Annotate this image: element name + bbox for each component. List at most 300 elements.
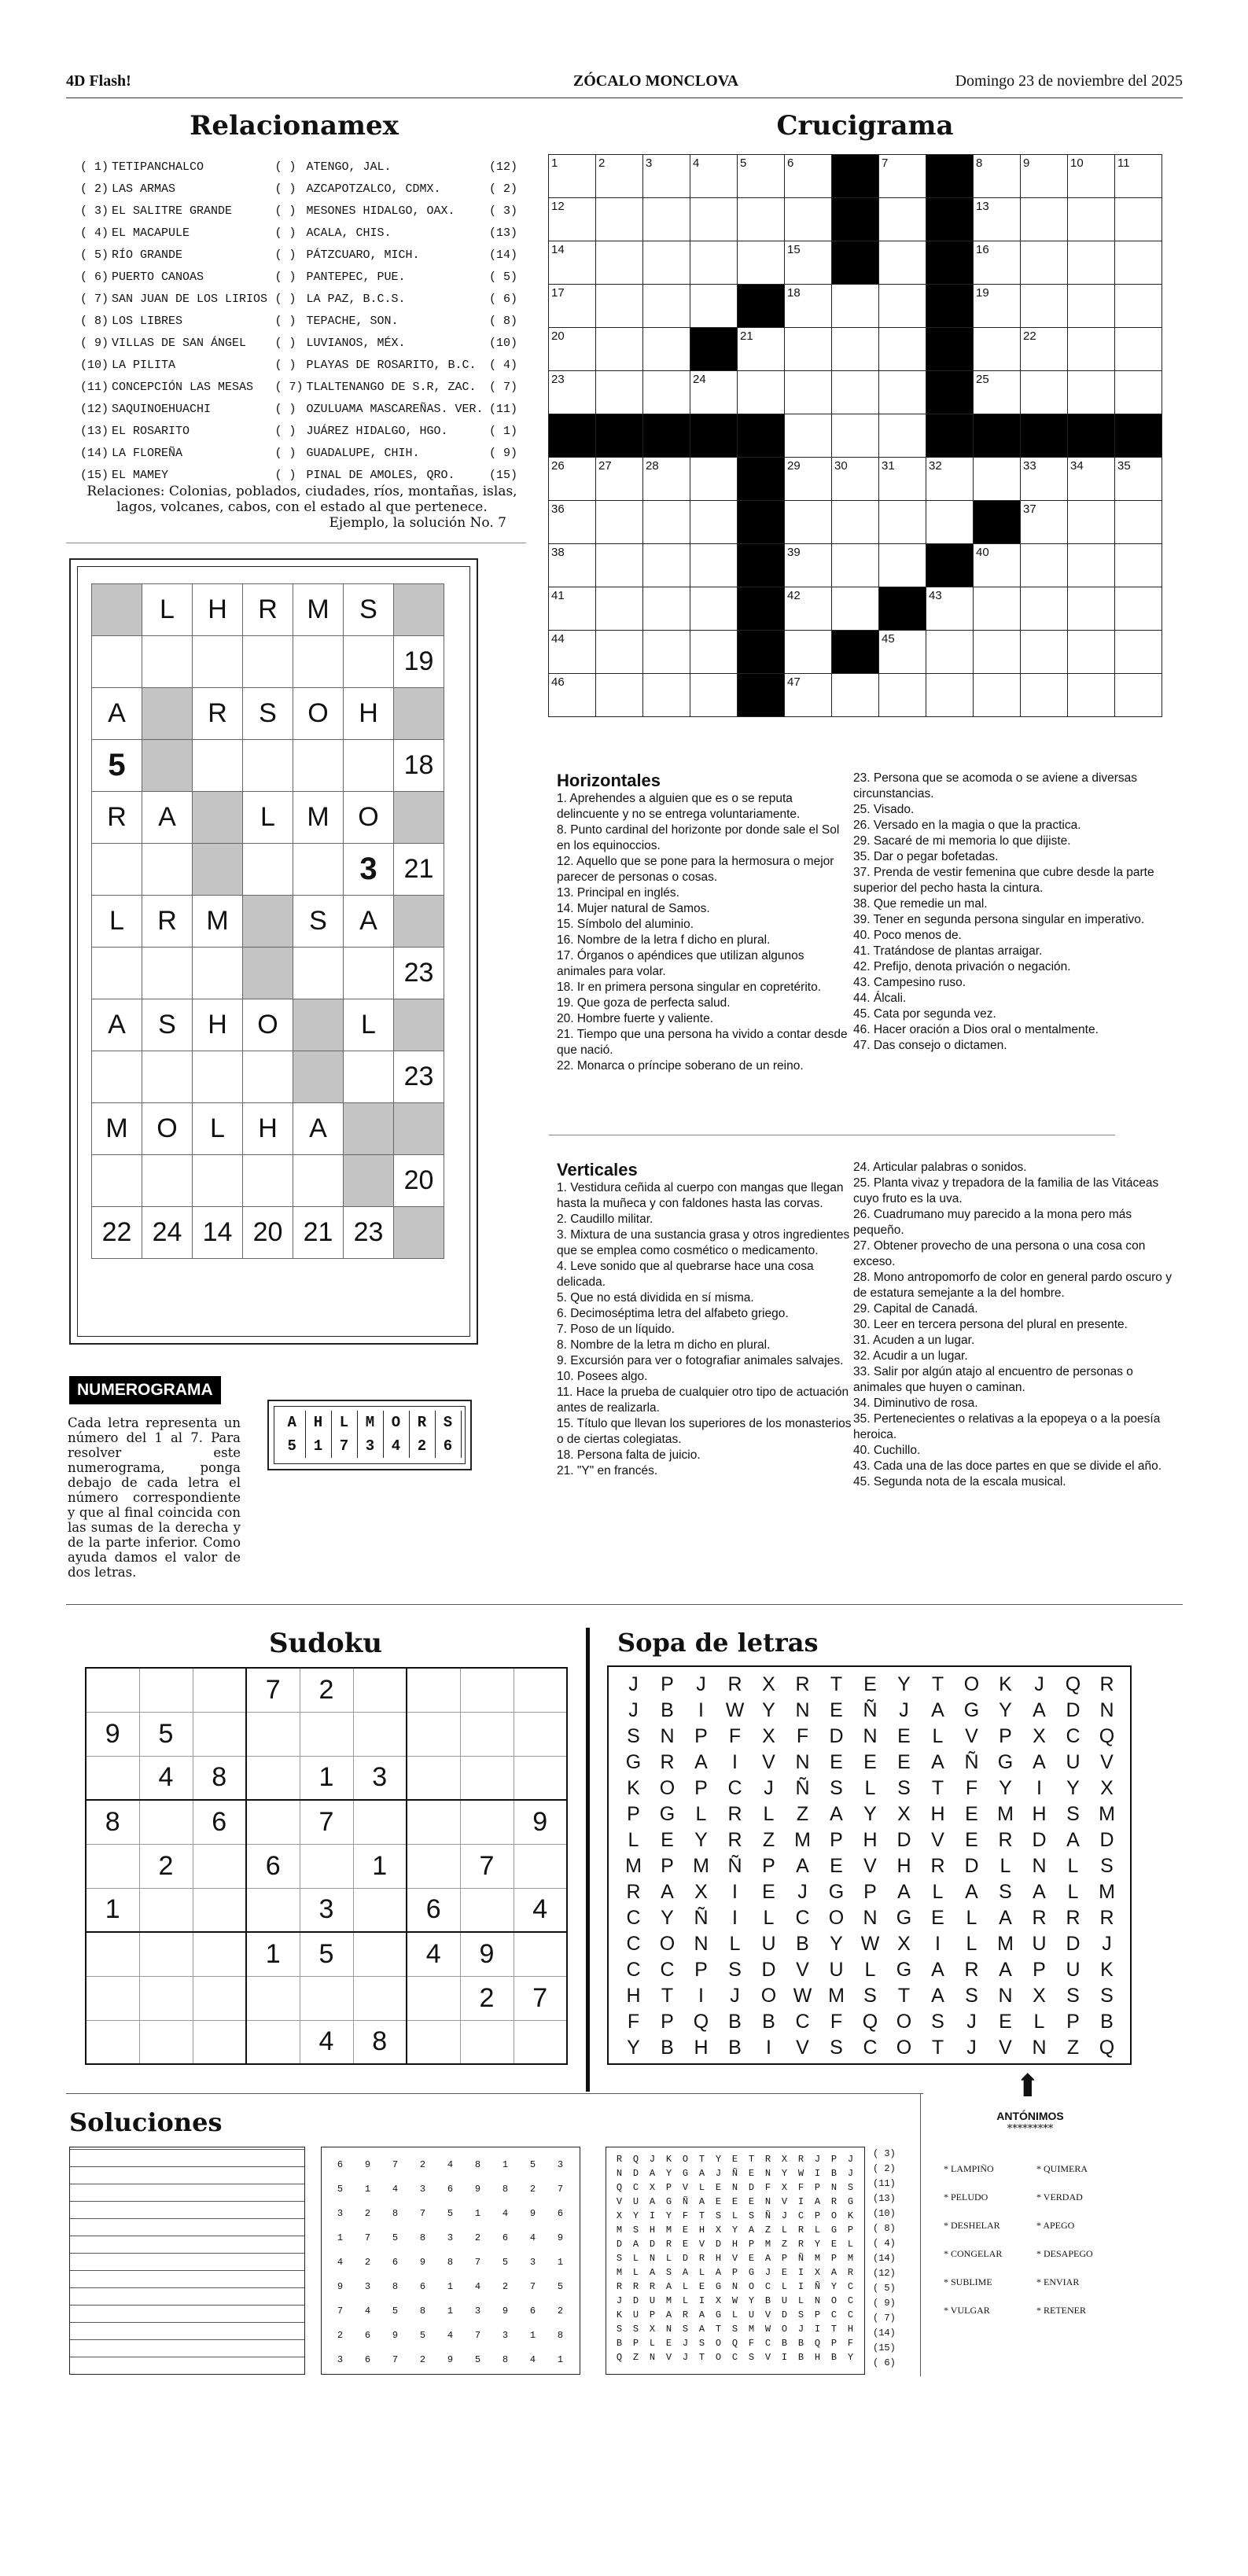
wordsearch-solution-letter: V (731, 2253, 738, 2264)
wordsearch-letter: C (863, 2037, 878, 2059)
sudoku-solution-cell: 9 (337, 2280, 344, 2292)
crossword-cell (738, 285, 785, 328)
sudoku-cell (193, 1712, 246, 1756)
clue-item: 1. Vestidura ceñida al cuerpo con mangas que llegan hasta la muñeca y con faldones hasta las corvas. (557, 1181, 844, 1210)
wordsearch-solution-letter: R (632, 2281, 639, 2292)
crossword-cell (926, 544, 974, 587)
relacionamex-left: SAQUINOEHUACHI (112, 402, 212, 416)
relacionamex-left: VILLAS DE SAN ÁNGEL (112, 336, 247, 350)
crossword-cell: 30 (832, 458, 879, 501)
wordsearch-letter: L (628, 1829, 639, 1851)
crossword-cell (926, 631, 974, 674)
crossword-cell (643, 328, 690, 371)
wordsearch-solution-letter: O (830, 2210, 838, 2221)
wordsearch-solution-letter: A (649, 2267, 656, 2278)
relacionamex-solution-item: ( 7) (873, 2313, 896, 2324)
wordsearch-solution-letter: S (665, 2267, 672, 2278)
numerograma-key-cell: 6 (435, 1434, 461, 1458)
wordsearch-solution-letter: P (665, 2182, 672, 2193)
crossword-cell: 13 (974, 198, 1021, 241)
wordsearch-solution-letter: J (847, 2154, 854, 2165)
sudoku-cell (353, 1976, 407, 2020)
wordsearch-letter: L (1033, 2011, 1045, 2033)
sudoku-solution-cell: 6 (529, 2305, 536, 2317)
wordsearch-letter: N (863, 1907, 878, 1929)
relacionamex-num: ( 7) (488, 380, 517, 394)
crossword-cell (1021, 674, 1068, 717)
antonimo-word: * CONGELAR (944, 2248, 1003, 2259)
numerograma-cell: O (344, 792, 394, 844)
wordsearch-letter: B (762, 2011, 775, 2033)
crossword-cell (1115, 328, 1162, 371)
crossword-cell: 5 (738, 155, 785, 198)
sudoku-cell: 1 (246, 1932, 300, 1976)
wordsearch-letter: D (1099, 1829, 1114, 1851)
numerograma-cell: 3 (344, 844, 394, 896)
wordsearch-letter: S (1100, 1855, 1114, 1877)
wordsearch-solution-letter: N (731, 2281, 738, 2292)
wordsearch-letter: R (795, 1673, 810, 1695)
wordsearch-solution-letter: L (665, 2253, 672, 2264)
numerograma-cell (193, 1051, 243, 1103)
wordsearch-letter: I (766, 2037, 771, 2059)
crossword-cell: 6 (785, 155, 832, 198)
wordsearch-letter: U (1066, 1751, 1080, 1773)
wordsearch-letter: A (931, 1985, 944, 2007)
relacionamex-row (79, 398, 519, 420)
antonimo-word: * LAMPIÑO (944, 2163, 994, 2174)
wordsearch-letter: U (761, 1933, 776, 1955)
sudoku-cell (460, 1668, 514, 1712)
wordsearch-solution-letter: Ñ (797, 2253, 804, 2264)
wordsearch-letter: A (830, 1803, 843, 1825)
wordsearch-solution-letter: J (764, 2267, 771, 2278)
clue-item: 26. Versado en la magia o que la practica. (853, 819, 1081, 832)
wordsearch-letter: Y (627, 2037, 640, 2059)
wordsearch-solution-letter: P (814, 2309, 821, 2320)
relacionamex-right: PINAL DE AMOLES, QRO. (306, 468, 455, 482)
sudoku-solution-cell: 5 (529, 2158, 536, 2170)
clue-item: 35. Pertenecientes o relativas a la epopeya o a la poesía heroica. (853, 1412, 1161, 1441)
sudoku-cell: 8 (353, 2020, 407, 2064)
crossword-cell: 23 (549, 371, 596, 414)
crossword-cell (879, 371, 926, 414)
sudoku-cell (407, 1756, 460, 1800)
wordsearch-solution-letter: R (797, 2154, 804, 2165)
wordsearch-letter: A (897, 1881, 911, 1903)
crossword-cell (549, 414, 596, 458)
crossword-cell (738, 198, 785, 241)
wordsearch-letter: Y (863, 1803, 877, 1825)
clue-item: 17. Órganos o apéndices que utilizan algunos animales para volar. (557, 949, 804, 978)
numerograma-cell: R (92, 792, 142, 844)
relacionamex-n: ( 3) (80, 204, 109, 218)
crossword-cell (596, 587, 643, 631)
clue-item: 25. Visado. (853, 803, 915, 816)
relacionamex-right: AZCAPOTZALCO, CDMX. (306, 182, 441, 196)
wordsearch-solution-letter: J (781, 2210, 788, 2221)
wordsearch-solution-letter: P (731, 2267, 738, 2278)
crossword-cell: 10 (1068, 155, 1115, 198)
relacionamex-left: EL SALITRE GRANDE (112, 204, 233, 218)
relacionamex-n: ( 4) (80, 226, 109, 240)
wordsearch-solution-letter: H (731, 2239, 738, 2250)
numerograma-cell (142, 688, 193, 740)
wordsearch-letter: O (896, 2037, 912, 2059)
clue-item: 11. Hace la prueba de cualquier otro tipo de actuación antes de realizarla. (557, 1386, 849, 1415)
relacionamex-left: LA PILITA (112, 358, 176, 372)
wordsearch-solution-letter: S (616, 2253, 623, 2264)
wordsearch-solution-letter: R (797, 2225, 804, 2236)
sudoku-solution-cell: 7 (337, 2305, 344, 2317)
wordsearch-solution-letter: L (797, 2295, 804, 2306)
numerograma-cell (193, 636, 243, 688)
wordsearch-letter: A (1033, 1751, 1046, 1773)
sudoku-cell (139, 1976, 193, 2020)
wordsearch-solution-letter: J (814, 2154, 821, 2165)
numerograma-cell: L (92, 896, 142, 948)
crossword-cell: 28 (643, 458, 690, 501)
crossword-cell: 43 (926, 587, 974, 631)
sudoku-solution-cell: 2 (364, 2256, 371, 2268)
crossword-cell (643, 674, 690, 717)
sudoku-cell (407, 1976, 460, 2020)
wordsearch-frame (607, 1665, 1132, 2065)
relacionamex-left: LAS ARMAS (112, 182, 176, 196)
crossword-cell (643, 587, 690, 631)
relacionamex-solution-item: ( 2) (873, 2163, 896, 2174)
wordsearch-letter: R (1032, 1907, 1047, 1929)
crossword-cell (832, 631, 879, 674)
numerograma-cell: L (344, 999, 394, 1051)
numerograma-cell: A (92, 688, 142, 740)
crossword-cell: 34 (1068, 458, 1115, 501)
wordsearch-letter: H (896, 1855, 911, 1877)
crossword-cell (690, 328, 738, 371)
sudoku-cell (460, 1756, 514, 1800)
wordsearch-letter: S (728, 1959, 742, 1981)
crossword-cell (785, 371, 832, 414)
crossword-cell (1115, 544, 1162, 587)
wordsearch-letter: L (864, 1959, 876, 1981)
relacionamex-solution-item: (10) (873, 2208, 896, 2219)
crossword-cell (596, 328, 643, 371)
wordsearch-letter: M (997, 1803, 1014, 1825)
crossword-cell: 27 (596, 458, 643, 501)
sudoku-solution-cell: 3 (337, 2207, 344, 2219)
clue-item: 4. Leve sonido que al quebrarse hace una cosa delicada. (557, 1260, 814, 1289)
wordsearch-solution-letter: E (665, 2338, 672, 2349)
sudoku-solution-cell: 4 (529, 2232, 536, 2243)
wordsearch-letter: H (626, 1985, 641, 2007)
sudoku-solution-cell: 9 (419, 2256, 426, 2268)
crossword-cell (1068, 544, 1115, 587)
sudoku-solution-cell: 9 (364, 2158, 371, 2170)
wordsearch-solution-letter: E (715, 2182, 722, 2193)
sudoku-cell (246, 1800, 300, 1844)
sudoku-cell: 4 (300, 2020, 353, 2064)
relacionamex-num: ( 2) (488, 182, 517, 196)
sudoku-cell (460, 1888, 514, 1932)
wordsearch-letter: J (966, 2011, 977, 2033)
numerograma-cell (142, 740, 193, 792)
sudoku-solution-cell: 8 (557, 2329, 564, 2341)
sudoku-solution-gap (584, 2147, 601, 2375)
sudoku-solution-cell: 3 (557, 2158, 564, 2170)
wordsearch-letter: E (661, 1829, 674, 1851)
numerograma-solution (321, 2147, 580, 2375)
crossword-cell (596, 501, 643, 544)
wordsearch-solution-letter: L (814, 2225, 821, 2236)
sudoku-solution-cell: 1 (447, 2280, 454, 2292)
wordsearch-solution-letter: D (632, 2168, 639, 2179)
wordsearch-solution-letter: A (649, 2196, 656, 2207)
wordsearch-solution-letter: V (764, 2352, 771, 2363)
wordsearch-solution-letter: S (682, 2324, 689, 2335)
numerograma-cell (293, 999, 344, 1051)
sudoku-solution-cell: 5 (474, 2353, 481, 2365)
sudoku-solution-cell: 6 (364, 2353, 371, 2365)
crossword-cell (738, 501, 785, 544)
sudoku-solution-cell: 6 (392, 2256, 399, 2268)
crossword-cell (832, 414, 879, 458)
sudoku-solution-cell: 2 (529, 2183, 536, 2195)
numerograma-cell (243, 1155, 293, 1207)
crossword-cell (1021, 631, 1068, 674)
wordsearch-letter: J (966, 2037, 977, 2059)
wordsearch-solution-letter: A (665, 2309, 672, 2320)
wordsearch-letter: A (931, 1959, 944, 1981)
wordsearch-solution-letter: U (748, 2309, 755, 2320)
crossword-cell (1021, 587, 1068, 631)
numerograma-instructions: Cada letra representa un número del 1 al 7. Para resolver este numerograma, ponga debajo de cada letra el número correspondiente y que al final coincida con las sumas de la derecha y de la parte inferior. Como ayuda damos el valor de dos letras. (68, 1415, 241, 1580)
wordsearch-solution-letter: V (698, 2239, 705, 2250)
wordsearch-solution-letter: B (830, 2168, 838, 2179)
relacionamex-row (79, 442, 519, 464)
relacionamex-n: ( 5) (80, 248, 109, 262)
relacionamex-right: GUADALUPE, CHIH. (306, 446, 420, 460)
numerograma-key-cell: 2 (409, 1434, 435, 1458)
sudoku-solution-cell: 2 (419, 2158, 426, 2170)
wordsearch-solution-letter: Q (616, 2352, 623, 2363)
wordsearch-letter: A (1033, 1699, 1046, 1721)
wordsearch-solution-letter: U (632, 2309, 639, 2320)
sudoku-solution-cell: 5 (447, 2207, 454, 2219)
wordsearch-solution-letter: Y (781, 2168, 788, 2179)
wordsearch-letter: A (1066, 1829, 1080, 1851)
crossword-cell (1115, 674, 1162, 717)
relacionamex-mid: ( ) (274, 424, 296, 438)
crossword-cell (879, 414, 926, 458)
wordsearch-solution-letter: A (748, 2225, 755, 2236)
wordsearch-solution-letter: H (715, 2253, 722, 2264)
crossword-cell (1115, 631, 1162, 674)
wordsearch-letter: P (661, 1855, 674, 1877)
wordsearch-solution-letter: W (764, 2324, 771, 2335)
crossword-cell: 20 (549, 328, 596, 371)
sudoku-cell: 5 (300, 1932, 353, 1976)
relacionamex-right: OZULUAMA MASCAREÑAS. VER. (306, 402, 484, 416)
wordsearch-solution-letter: F (764, 2182, 771, 2193)
crossword-cell: 2 (596, 155, 643, 198)
sudoku-cell (246, 1756, 300, 1800)
wordsearch-solution-letter: J (682, 2338, 689, 2349)
relacionamex-mid: ( ) (274, 160, 296, 174)
wordsearch-solution-letter: A (698, 2196, 705, 2207)
wordsearch-letter: L (966, 1933, 977, 1955)
sudoku-cell: 6 (193, 1800, 246, 1844)
wordsearch-solution-letter: J (649, 2154, 656, 2165)
wordsearch-letter: O (896, 2011, 912, 2033)
wordsearch-letter: Q (1065, 1673, 1081, 1695)
clue-item: 8. Punto cardinal del horizonte por donde sale el Sol en los equinoccios. (557, 823, 840, 852)
wordsearch-solution-letter: F (682, 2210, 689, 2221)
crossword-cell: 15 (785, 241, 832, 285)
numerograma-cell: A (92, 999, 142, 1051)
sudoku-solution-cell: 5 (557, 2280, 564, 2292)
wordsearch-solution-letter: I (797, 2196, 804, 2207)
wordsearch-letter: S (1066, 1985, 1080, 2007)
wordsearch-letter: M (625, 1855, 642, 1877)
wordsearch-solution-letter: E (830, 2239, 838, 2250)
wordsearch-solution-letter: Y (632, 2210, 639, 2221)
sudoku-cell (193, 2020, 246, 2064)
numerograma-cell (293, 844, 344, 896)
wordsearch-letter: P (661, 1673, 674, 1695)
numerograma-cell (142, 948, 193, 999)
numerograma-key-cell: L (331, 1411, 357, 1434)
wordsearch-solution-letter: R (698, 2253, 705, 2264)
sudoku-cell (407, 2020, 460, 2064)
numerograma-cell: 23 (394, 948, 444, 999)
sudoku-cell: 6 (246, 1844, 300, 1888)
crossword-cell (1115, 241, 1162, 285)
wordsearch-letter: A (999, 1959, 1012, 1981)
wordsearch-solution-letter: P (830, 2338, 838, 2349)
crossword-cell: 1 (549, 155, 596, 198)
wordsearch-letter: G (963, 1699, 980, 1721)
relacionamex-row (79, 200, 519, 222)
clue-item: 42. Prefijo, denota privación o negación. (853, 960, 1071, 973)
relacionamex-n: ( 1) (80, 160, 109, 174)
crossword-cell (974, 501, 1021, 544)
wordsearch-solution-letter: L (632, 2253, 639, 2264)
antonimo-word: * APEGO (1036, 2220, 1075, 2231)
wordsearch-letter: R (1066, 1907, 1080, 1929)
wordsearch-solution-letter: Z (632, 2352, 639, 2363)
relacionamex-num: ( 6) (488, 292, 517, 306)
wordsearch-solution-letter: Ñ (682, 2196, 689, 2207)
sudoku-solution-cell: 4 (502, 2207, 509, 2219)
numerograma-cell: O (243, 999, 293, 1051)
numerograma-cell (92, 584, 142, 636)
sudoku-cell: 8 (193, 1756, 246, 1800)
sudoku-solution-cell: 6 (364, 2329, 371, 2341)
wordsearch-letter: A (1033, 1881, 1046, 1903)
sudoku-solution-cell: 1 (502, 2158, 509, 2170)
relacionamex-mid: ( ) (274, 226, 296, 240)
crossword-cell (596, 414, 643, 458)
relacionamex-solution-item: (11) (873, 2178, 896, 2189)
wordsearch-solution-letter: U (649, 2295, 656, 2306)
clue-item: 43. Campesino ruso. (853, 976, 966, 989)
wordsearch-solution-letter: X (781, 2154, 788, 2165)
sudoku-solution-cell: 1 (364, 2183, 371, 2195)
numerograma-cell: 19 (394, 636, 444, 688)
sudoku-cell (139, 2020, 193, 2064)
crossword-cell (879, 198, 926, 241)
numerograma-cell (344, 740, 394, 792)
wordsearch-solution-letter: P (748, 2239, 755, 2250)
wordsearch-letter: C (795, 1907, 810, 1929)
wordsearch-solution-letter: C (830, 2309, 838, 2320)
wordsearch-solution-letter: R (649, 2281, 656, 2292)
wordsearch-solution-letter: F (847, 2338, 854, 2349)
wordsearch-solution-letter: E (682, 2225, 689, 2236)
crossword-cell (785, 631, 832, 674)
relacionamex-mid: ( ) (274, 270, 296, 284)
relacionamex-row (79, 464, 519, 486)
crossword-cell: 25 (974, 371, 1021, 414)
wordsearch-letter: V (796, 2037, 809, 2059)
wordsearch-solution (606, 2147, 865, 2375)
wordsearch-solution-letter: Ñ (731, 2168, 738, 2179)
wordsearch-solution-letter: S (731, 2324, 738, 2335)
sudoku-solution-cell: 5 (392, 2305, 399, 2317)
crossword-cell: 14 (549, 241, 596, 285)
wordsearch-letter: R (1099, 1907, 1114, 1929)
numerograma-cell (394, 999, 444, 1051)
relacionamex-num: (11) (488, 402, 517, 416)
wordsearch-letter: N (1032, 2037, 1047, 2059)
wordsearch-solution-letter: P (649, 2309, 656, 2320)
wordsearch-letter: X (1100, 1777, 1114, 1799)
wordsearch-letter: F (728, 1725, 742, 1747)
sudoku-cell: 7 (514, 1976, 567, 2020)
wordsearch-letter: Y (661, 1907, 674, 1929)
crossword-cell (643, 544, 690, 587)
wordsearch-solution-letter: S (748, 2210, 755, 2221)
wordsearch-letter: L (763, 1907, 775, 1929)
wordsearch-solution-letter: T (748, 2154, 755, 2165)
crossword-cell (832, 285, 879, 328)
crossword-cell (785, 198, 832, 241)
sudoku-solution-cell: 9 (392, 2329, 399, 2341)
wordsearch-solution-letter: N (764, 2168, 771, 2179)
wordsearch-solution-letter: D (616, 2239, 623, 2250)
wordsearch-letter: W (725, 1699, 745, 1721)
numerograma-key (267, 1400, 472, 1470)
wordsearch-solution-letter: S (847, 2182, 854, 2193)
clue-item: 46. Hacer oración a Dios oral o mentalmente. (853, 1023, 1099, 1036)
crossword-cell (1115, 414, 1162, 458)
sudoku-solution-cell: 9 (502, 2305, 509, 2317)
wordsearch-solution-letter: R (682, 2309, 689, 2320)
wordsearch-letter: L (932, 1881, 944, 1903)
wordsearch-letter: H (863, 1829, 878, 1851)
numerograma-cell (92, 636, 142, 688)
relacionamex-mid: ( ) (274, 182, 296, 196)
clue-item: 33. Salir por algún atajo al encuentro de personas o animales que huyen o caminan. (853, 1365, 1133, 1394)
wordsearch-solution-letter: S (616, 2324, 623, 2335)
clue-item: 45. Segunda nota de la escala musical. (853, 1475, 1066, 1489)
numerograma-key-cell: O (383, 1411, 409, 1434)
crossword-cell (1068, 198, 1115, 241)
relacionamex-num: ( 8) (488, 314, 517, 328)
wordsearch-letter: M (1099, 1881, 1115, 1903)
wordsearch-letter: X (762, 1673, 775, 1695)
clue-item: 25. Planta vivaz y trepadora de la familia de las Vitáceas cuyo fruto es la uva. (853, 1176, 1159, 1205)
